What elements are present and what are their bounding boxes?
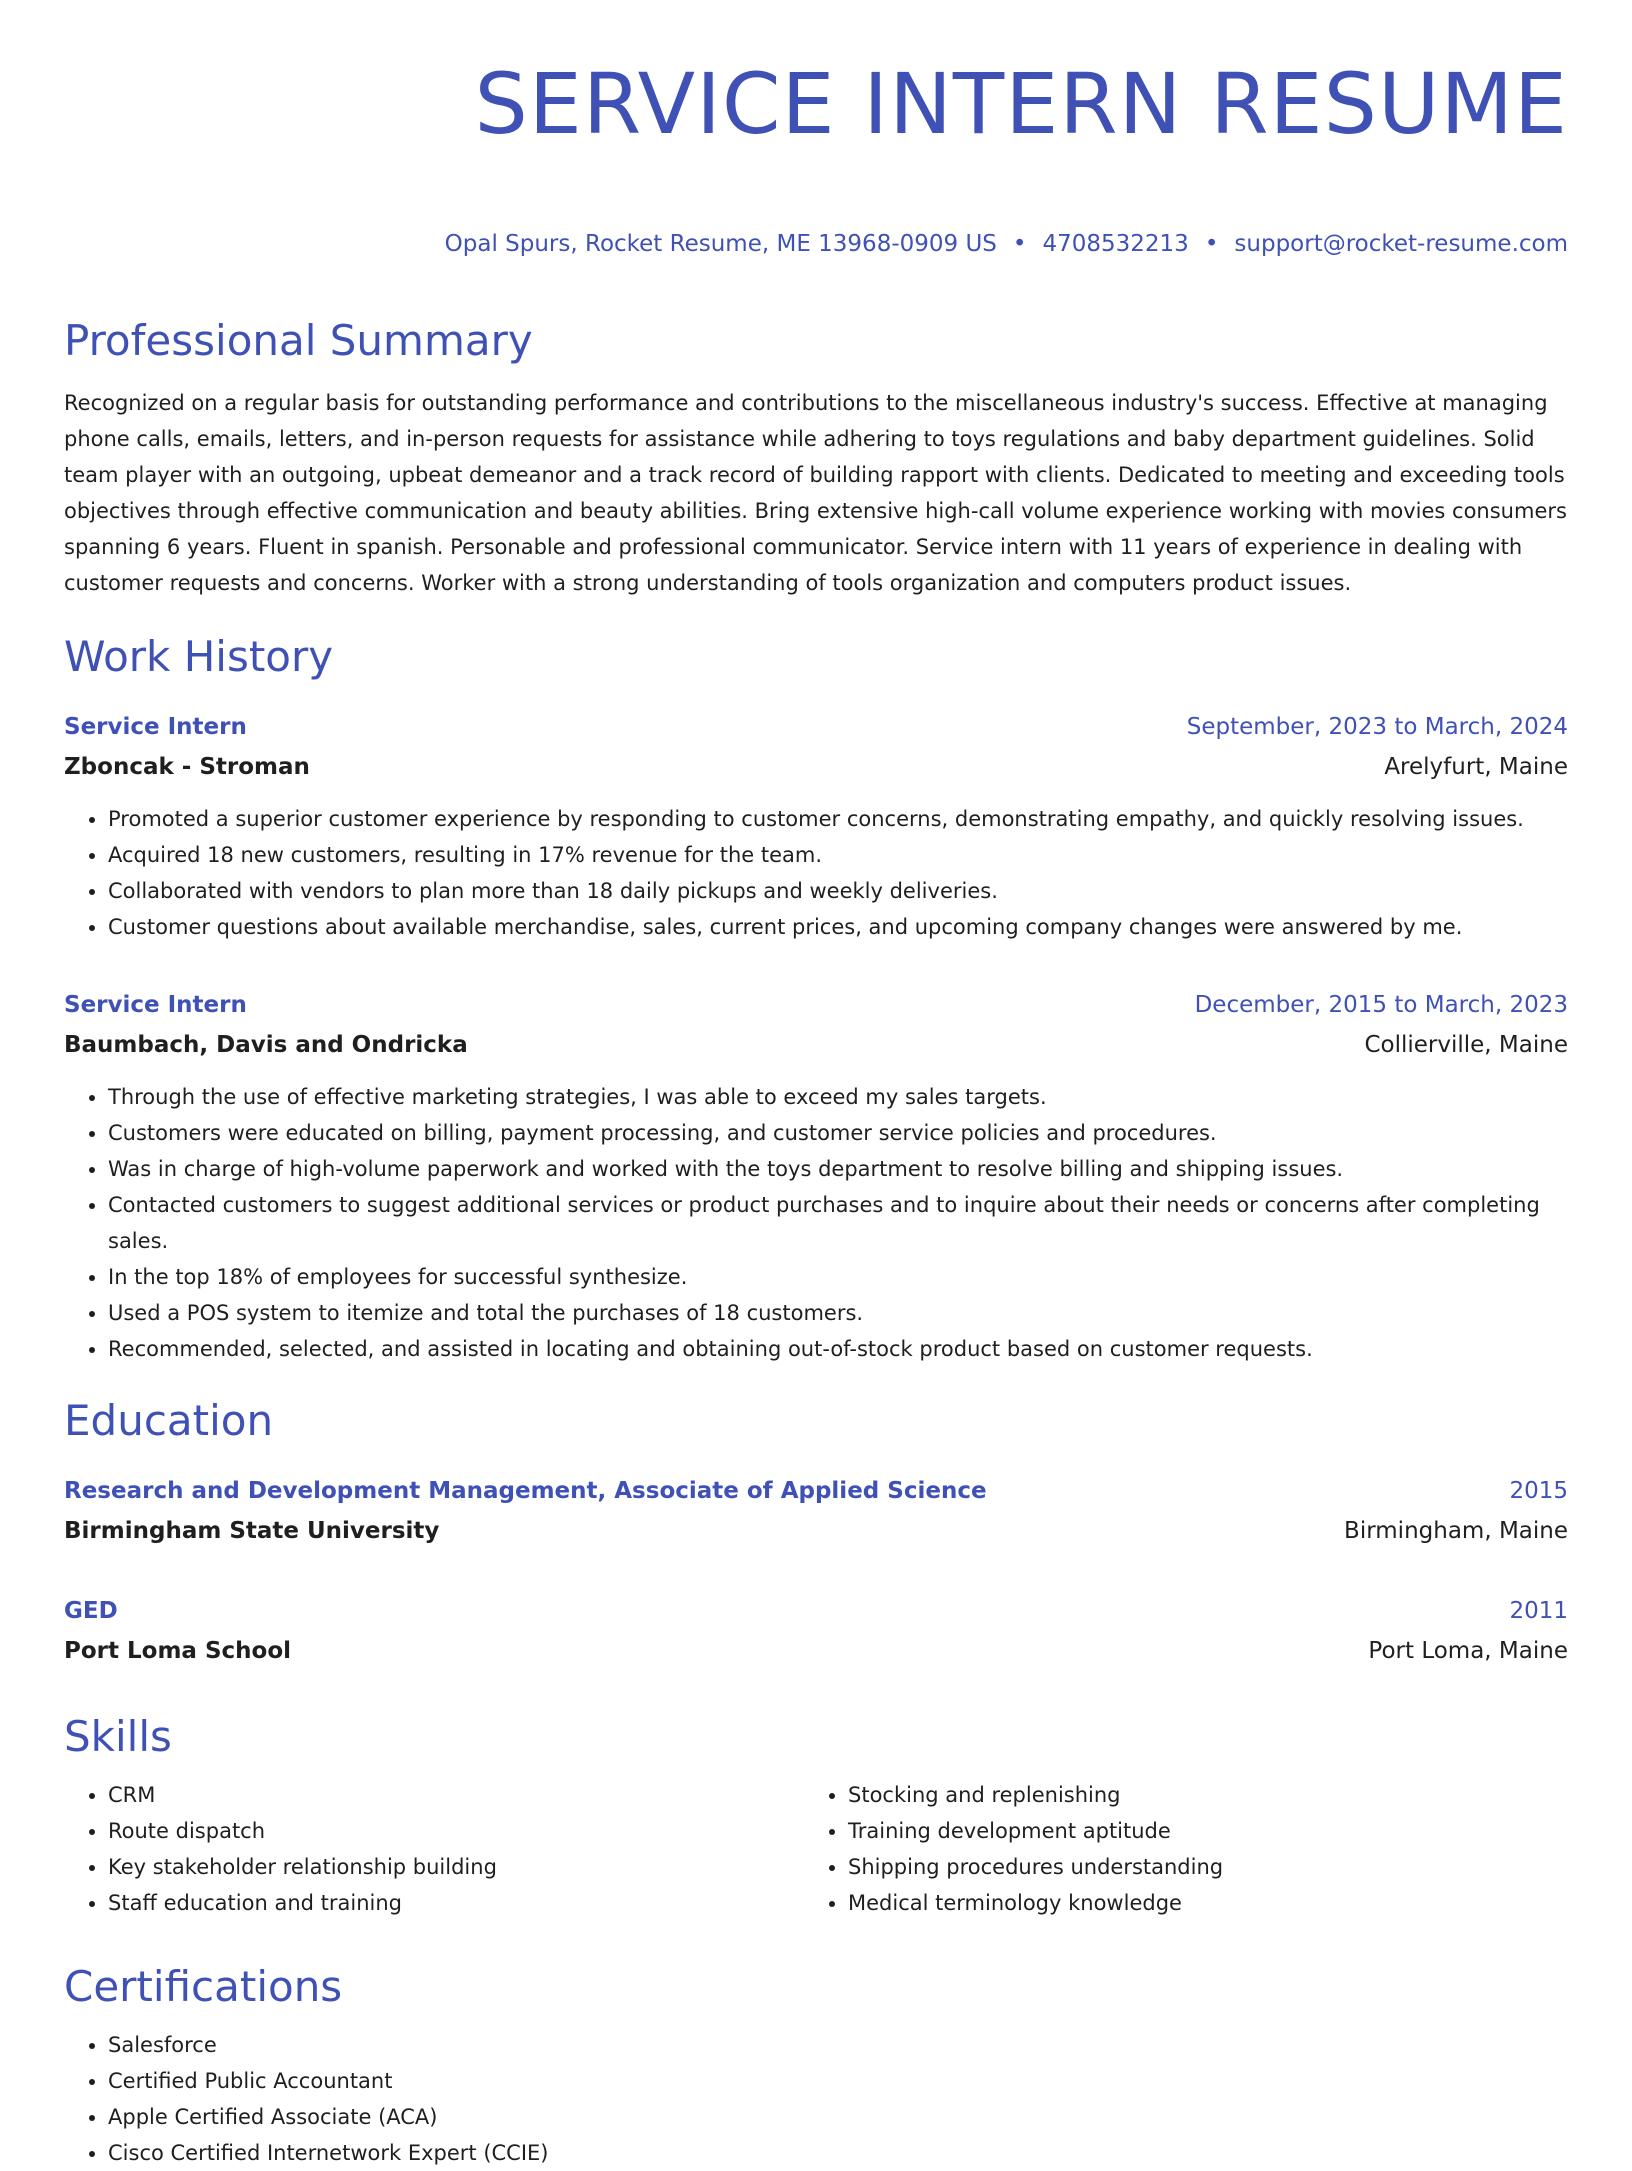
job-company-row bbox=[64, 1025, 1568, 1065]
job-role: Service Intern bbox=[64, 714, 247, 740]
job-role: Service Intern bbox=[64, 992, 247, 1018]
education-location: Birmingham, Maine bbox=[1344, 1518, 1568, 1544]
contact-line bbox=[64, 228, 1568, 260]
job-dates: December, 2015 to March, 2023 bbox=[1194, 992, 1568, 1018]
skill-item: • CRM bbox=[108, 1777, 804, 1813]
job-bullet: • Customers were educated on billing, payment processing, and customer service policies and procedures. bbox=[108, 1115, 1568, 1151]
summary-heading: Professional Summary bbox=[64, 316, 533, 365]
job-entry bbox=[64, 985, 1568, 1367]
job-company: Zboncak - Stroman bbox=[64, 754, 310, 780]
skill-item: • Medical terminology knowledge bbox=[848, 1885, 1544, 1921]
contact-email[interactable]: support@rocket-resume.com bbox=[1234, 231, 1568, 257]
certifications-list bbox=[64, 2027, 1568, 2171]
job-company-row bbox=[64, 747, 1568, 787]
skill-item: • Key stakeholder relationship building bbox=[108, 1849, 804, 1885]
skills-list bbox=[64, 1777, 804, 1921]
education-degree: Research and Development Management, Associate of Applied Science bbox=[64, 1478, 987, 1504]
job-location: Collierville, Maine bbox=[1364, 1032, 1568, 1058]
certification-item: • Cisco Certified Internetwork Expert (CCIE) bbox=[108, 2135, 1568, 2171]
job-bullet: • Was in charge of high-volume paperwork and worked with the toys department to resolve billing and shipping issues. bbox=[108, 1151, 1568, 1187]
contact-address: Opal Spurs, Rocket Resume, ME 13968-0909 US bbox=[444, 231, 997, 257]
contact-separator: • bbox=[1204, 231, 1219, 257]
resume-title: SERVICE INTERN RESUME bbox=[474, 55, 1568, 153]
skill-item: • Route dispatch bbox=[108, 1813, 804, 1849]
education-year: 2015 bbox=[1509, 1478, 1568, 1504]
job-bullet: • Acquired 18 new customers, resulting in 17% revenue for the team. bbox=[108, 837, 1568, 873]
skills-column-left bbox=[64, 1777, 804, 1921]
education-entry bbox=[64, 1471, 1568, 1551]
education-degree: GED bbox=[64, 1598, 118, 1624]
education-school: Port Loma School bbox=[64, 1638, 292, 1664]
skills-list bbox=[804, 1777, 1544, 1921]
job-bullet: • Collaborated with vendors to plan more than 18 daily pickups and weekly deliveries. bbox=[108, 873, 1568, 909]
job-header-row bbox=[64, 985, 1568, 1025]
education-year: 2011 bbox=[1509, 1598, 1568, 1624]
job-bullets bbox=[64, 1079, 1568, 1367]
resume-header bbox=[64, 56, 1568, 260]
certification-item: • Certified Public Accountant bbox=[108, 2063, 1568, 2099]
certification-item: • Apple Certified Associate (ACA) bbox=[108, 2099, 1568, 2135]
skill-item: • Shipping procedures understanding bbox=[848, 1849, 1544, 1885]
skills-heading: Skills bbox=[64, 1712, 172, 1761]
job-bullet: • Contacted customers to suggest additional services or product purchases and to inquire about their needs or concerns after completing sales. bbox=[108, 1187, 1568, 1259]
education-heading: Education bbox=[64, 1396, 274, 1445]
skill-item: • Training development aptitude bbox=[848, 1813, 1544, 1849]
job-dates: September, 2023 to March, 2024 bbox=[1186, 714, 1568, 740]
job-bullet: • In the top 18% of employees for successful synthesize. bbox=[108, 1259, 1568, 1295]
contact-phone[interactable]: 4708532213 bbox=[1042, 231, 1189, 257]
job-location: Arelyfurt, Maine bbox=[1384, 754, 1568, 780]
job-bullet: • Recommended, selected, and assisted in locating and obtaining out-of-stock product based on customer requests. bbox=[108, 1331, 1568, 1367]
skills-column-right bbox=[804, 1777, 1544, 1921]
education-header-row bbox=[64, 1591, 1568, 1631]
certification-item: • Salesforce bbox=[108, 2027, 1568, 2063]
job-entry bbox=[64, 707, 1568, 945]
education-header-row bbox=[64, 1471, 1568, 1511]
certifications-heading: Certifications bbox=[64, 1962, 343, 2011]
skill-item: • Stocking and replenishing bbox=[848, 1777, 1544, 1813]
skill-item: • Staff education and training bbox=[108, 1885, 804, 1921]
education-school-row bbox=[64, 1631, 1568, 1671]
summary-text: Recognized on a regular basis for outstanding performance and contributions to the miscellaneous industry's success. Effective at managing phone calls, emails, letters, and in-person requests for assistance while adhering to toys regulations and baby department guidelines. Solid team player with an outgoing, upbeat demeanor and a track record of building rapport with clients. Dedicated to meeting and exceeding tools objectives through effective communication and beauty abilities. Bring extensive high-call volume experience working with movies consumers spanning 6 years. Fluent in spanish. Personable and professional communicator. Service intern with 11 years of experience in dealing with customer requests and concerns. Worker with a strong understanding of tools organization and computers product issues. bbox=[64, 391, 1567, 595]
education-entry bbox=[64, 1591, 1568, 1671]
job-header-row bbox=[64, 707, 1568, 747]
education-school-row bbox=[64, 1511, 1568, 1551]
job-bullet: • Through the use of effective marketing strategies, I was able to exceed my sales targets. bbox=[108, 1079, 1568, 1115]
job-bullets bbox=[64, 801, 1568, 945]
skills-grid bbox=[64, 1777, 1568, 1921]
job-bullet: • Promoted a superior customer experience by responding to customer concerns, demonstrating empathy, and quickly resolving issues. bbox=[108, 801, 1568, 837]
work-history-heading: Work History bbox=[64, 632, 334, 681]
contact-separator: • bbox=[1012, 231, 1027, 257]
education-school: Birmingham State University bbox=[64, 1518, 440, 1544]
job-bullet: • Used a POS system to itemize and total the purchases of 18 customers. bbox=[108, 1295, 1568, 1331]
job-company: Baumbach, Davis and Ondricka bbox=[64, 1032, 468, 1058]
education-location: Port Loma, Maine bbox=[1368, 1638, 1568, 1664]
job-bullet: • Customer questions about available merchandise, sales, current prices, and upcoming company changes were answered by me. bbox=[108, 909, 1568, 945]
